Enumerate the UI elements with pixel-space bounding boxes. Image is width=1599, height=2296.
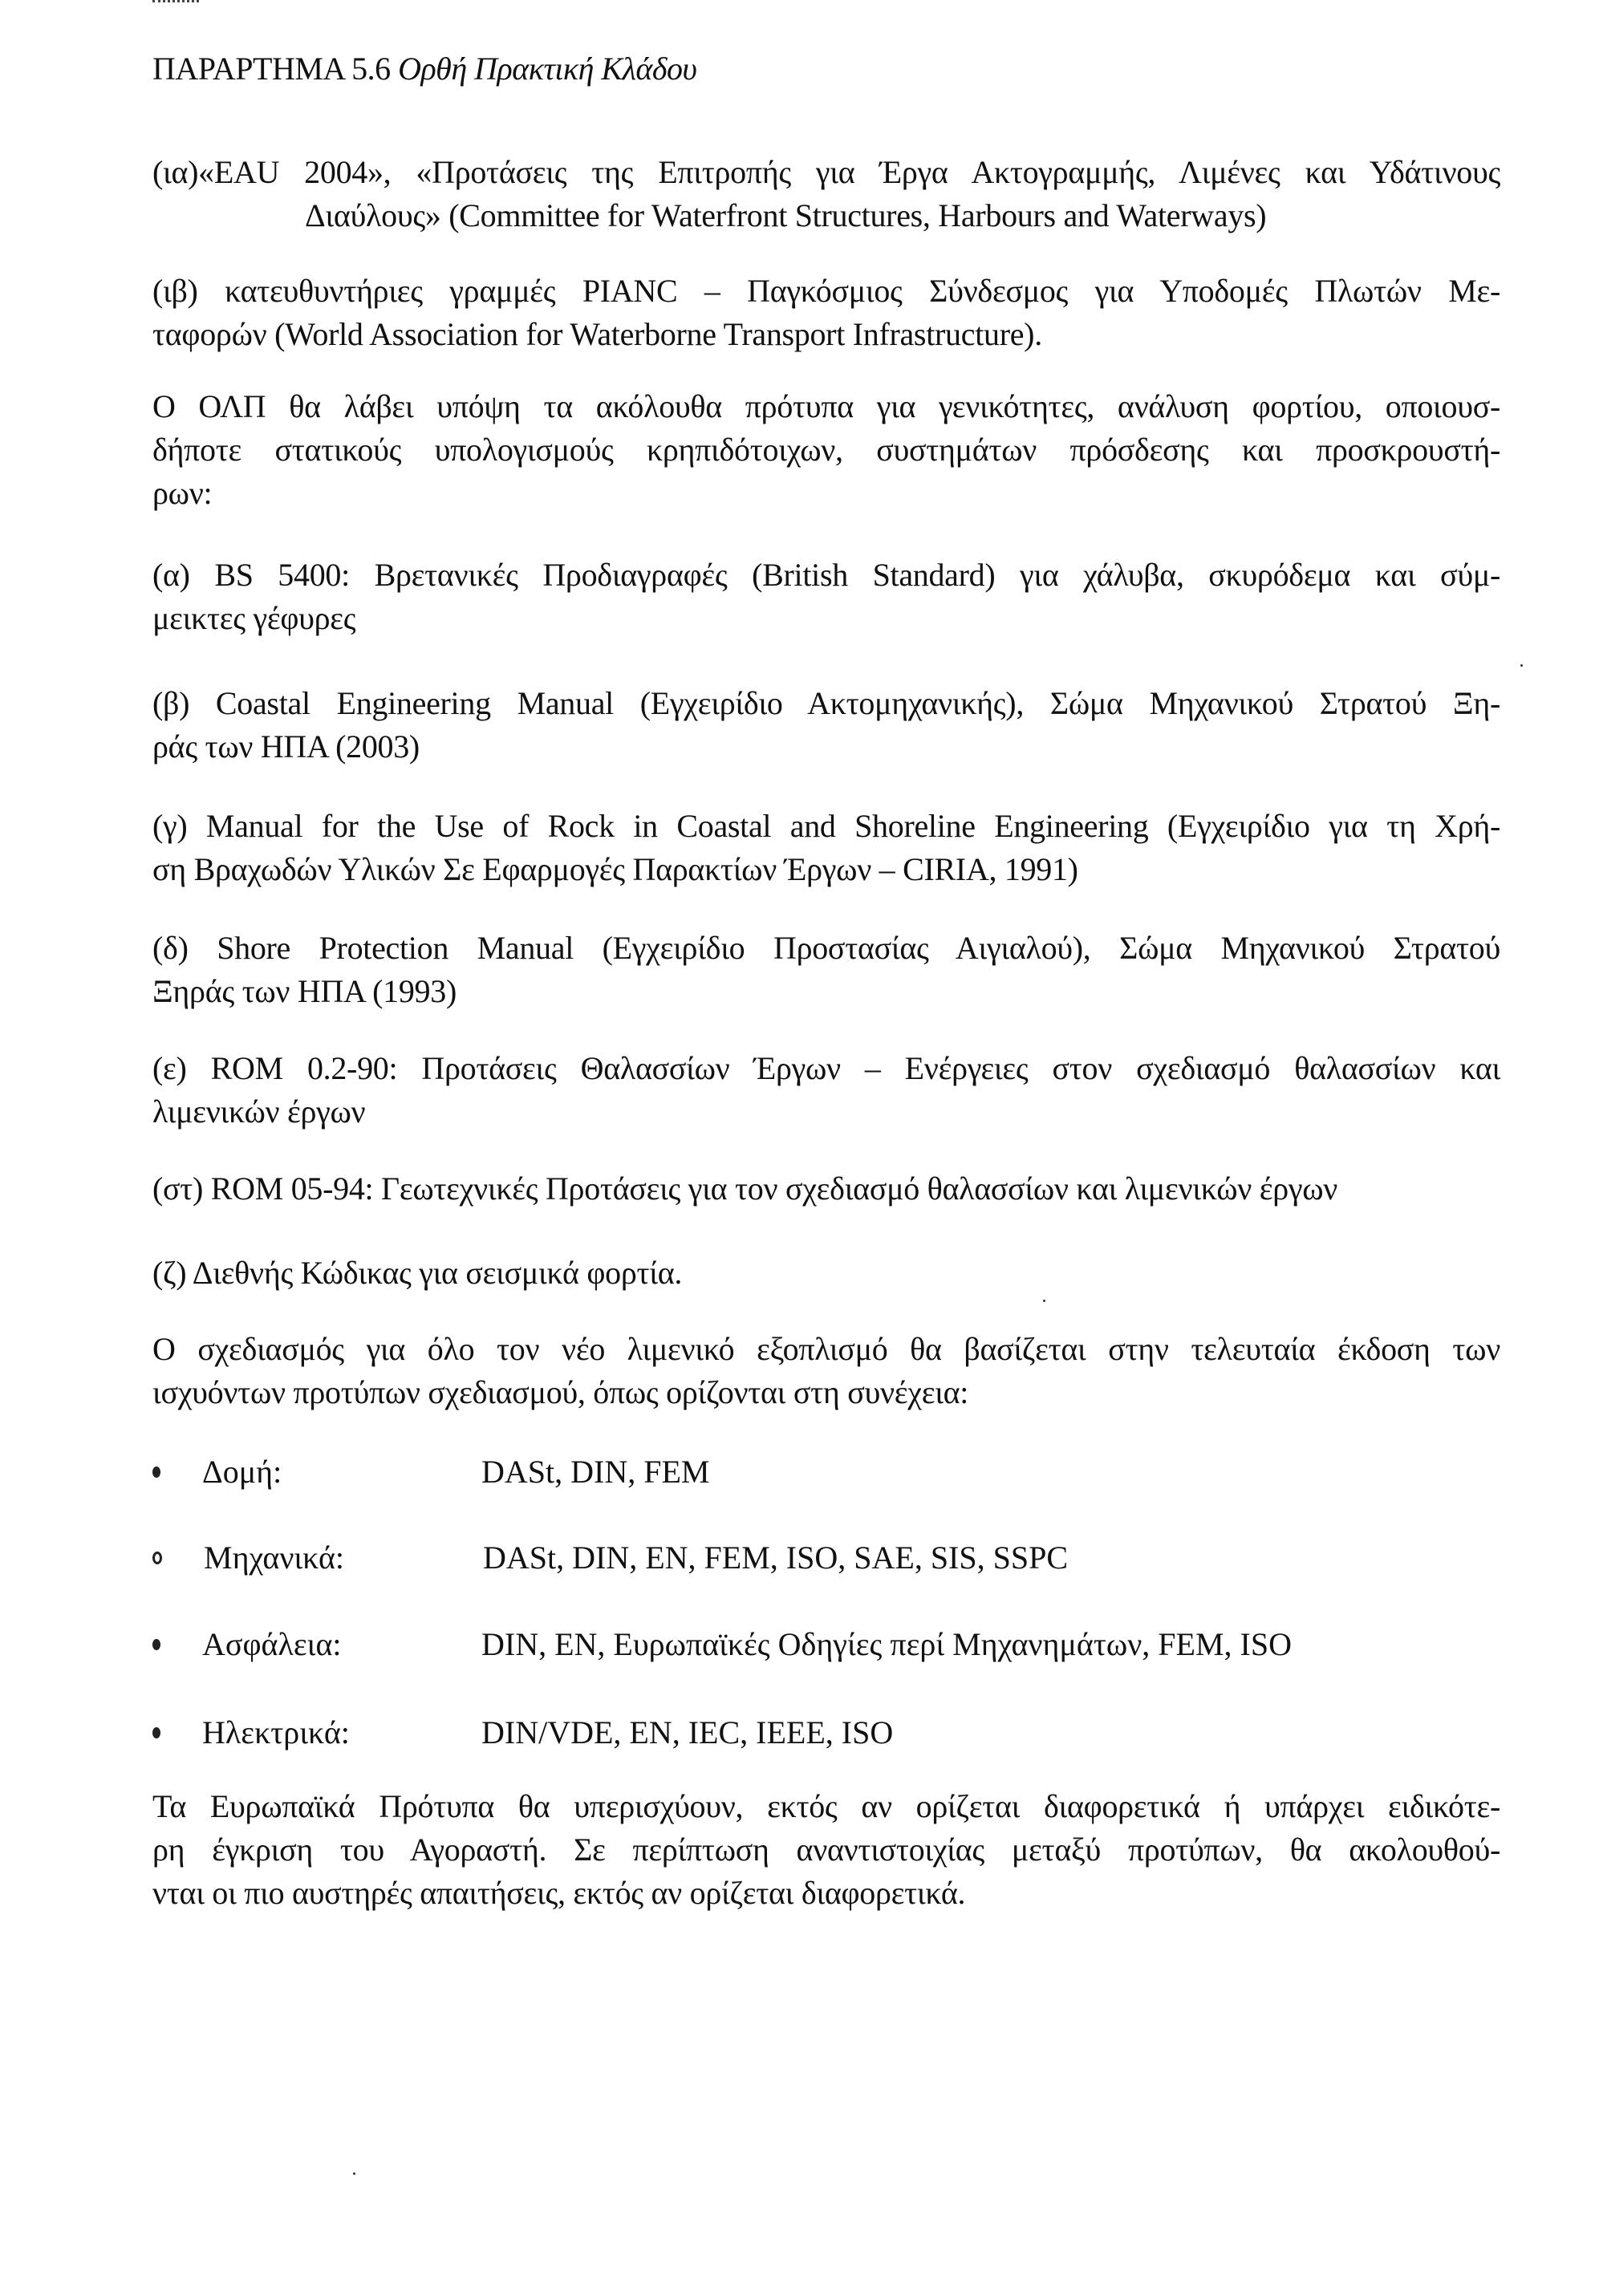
- bullet-value: DIN, EN, Ευρωπαϊκές Οδηγίες περί Μηχανημάτων, FEM, ISO: [481, 1626, 1292, 1662]
- reference-ia: [152, 151, 1500, 237]
- standard-d: [152, 927, 1500, 1013]
- text-line: (ιβ) κατευθυντήριες γραμμές PIANC – Παγκόσμιος Σύνδεσμος για Υποδομές Πλωτών Με-: [152, 273, 1500, 309]
- scan-artifact: [152, 0, 199, 6]
- scan-speck: [1043, 1300, 1045, 1302]
- text-line: (ζ) Διεθνής Κώδικας για σεισμικά φορτία.: [152, 1255, 683, 1291]
- bullet-value: DIN/VDE, EN, IEC, IEEE, ISO: [481, 1714, 894, 1750]
- text-line: ισχυόντων προτύπων σχεδιασμού, όπως ορίζονται στη συνέχεια:: [152, 1374, 969, 1410]
- text-line: (ε) ROM 0.2-90: Προτάσεις Θαλασσίων Έργων – Ενέργειες στον σχεδιασμό θαλασσίων και: [152, 1050, 1500, 1086]
- page-header: [152, 50, 696, 87]
- scan-speck: [353, 2172, 355, 2175]
- intro-paragraph: [152, 385, 1500, 515]
- standard-st: [152, 1167, 1500, 1211]
- standard-e: [152, 1047, 1500, 1134]
- bullet-item-safety: [152, 1623, 1292, 1666]
- reference-ib: [152, 270, 1500, 356]
- design-paragraph: [152, 1328, 1500, 1414]
- bullet-value: DASt, DIN, EN, FEM, ISO, SAE, SIS, SSPC: [483, 1539, 1069, 1576]
- bullet-item-electrical: [152, 1711, 893, 1754]
- bullet-icon: [152, 1727, 160, 1738]
- bullet-icon: [152, 1466, 160, 1478]
- text-line: λιμενικών έργων: [152, 1093, 366, 1130]
- text-line: ση Βραχωδών Υλικών Σε Εφαρμογές Παρακτίων Έργων – CIRIA, 1991): [152, 851, 1078, 887]
- standard-b: [152, 682, 1500, 769]
- text-line: ρη έγκριση του Αγοραστή. Σε περίπτωση αναντιστοιχίας μεταξύ προτύπων, θα ακολουθού-: [152, 1832, 1500, 1868]
- header-italic-title: Ορθή Πρακτική Κλάδου: [398, 51, 697, 87]
- bullet-label: Μηχανικά:: [204, 1539, 345, 1576]
- bullet-icon: [152, 1639, 160, 1650]
- text-line: (στ) ROM 05-94: Γεωτεχνικές Προτάσεις για τον σχεδιασμό θαλασσίων και λιμενικών έργων: [152, 1170, 1338, 1207]
- text-line: νται οι πιο αυστηρές απαιτήσεις, εκτός αν ορίζεται διαφορετικά.: [152, 1875, 966, 1911]
- text-line: ράς των ΗΠΑ (2003): [152, 728, 420, 765]
- text-line: Ξηράς των ΗΠΑ (1993): [152, 973, 457, 1009]
- standard-a: [152, 554, 1500, 640]
- bullet-label: Ασφάλεια:: [202, 1626, 342, 1662]
- text-line: μεικτες γέφυρες: [152, 600, 356, 636]
- header-prefix: ΠΑΡΑΡΤΗΜΑ 5.6: [152, 51, 399, 87]
- closing-paragraph: [152, 1785, 1500, 1915]
- bullet-item-structure: [152, 1450, 709, 1494]
- bullet-label: Ηλεκτρικά:: [202, 1714, 350, 1750]
- text-line: (δ) Shore Protection Manual (Εγχειρίδιο Προστασίας Αιγιαλού), Σώμα Μηχανικού Στρατού: [152, 930, 1500, 966]
- bullet-label: Δομή:: [202, 1454, 282, 1490]
- text-line: Διαύλους» (Committee for Waterfront Structures, Harbours and Waterways): [305, 197, 1267, 233]
- standard-z: [152, 1251, 1500, 1295]
- bullet-icon: [152, 1552, 162, 1564]
- text-line: (γ) Manual for the Use of Rock in Coastal and Shoreline Engineering (Εγχειρίδιο για τη Χρή-: [152, 808, 1500, 844]
- text-line: ρων:: [152, 475, 213, 511]
- standard-c: [152, 805, 1500, 891]
- text-line: (α) BS 5400: Βρετανικές Προδιαγραφές (British Standard) για χάλυβα, σκυρόδεμα και σύμ-: [152, 557, 1500, 593]
- scan-speck: [1520, 664, 1523, 667]
- text-line: Ο ΟΛΠ θα λάβει υπόψη τα ακόλουθα πρότυπα για γενικότητες, ανάλυση φορτίου, οποιουσ-: [152, 388, 1500, 424]
- text-line: Ο σχεδιασμός για όλο τον νέο λιμενικό εξοπλισμό θα βασίζεται στην τελευταία έκδοση των: [152, 1331, 1500, 1367]
- text-line: Τα Ευρωπαϊκά Πρότυπα θα υπερισχύουν, εκτός αν ορίζεται διαφορετικά ή υπάρχει ειδικότε-: [152, 1788, 1500, 1824]
- bullet-value: DASt, DIN, FEM: [481, 1454, 710, 1490]
- text-line: (ια)«EAU 2004», «Προτάσεις της Επιτροπής για Έργα Ακτογραμμής, Λιμένες και Υδάτινους: [152, 154, 1500, 190]
- text-line: ταφορών (World Association for Waterborne Transport Infrastructure).: [152, 316, 1042, 352]
- text-line: δήποτε στατικούς υπολογισμούς κρηπιδότοιχων, συστημάτων πρόσδεσης και προσκρουστή-: [152, 432, 1500, 468]
- text-line: (β) Coastal Engineering Manual (Εγχειρίδιο Ακτομηχανικής), Σώμα Μηχανικού Στρατού Ξη-: [152, 685, 1500, 721]
- bullet-item-mechanical: [152, 1536, 1068, 1580]
